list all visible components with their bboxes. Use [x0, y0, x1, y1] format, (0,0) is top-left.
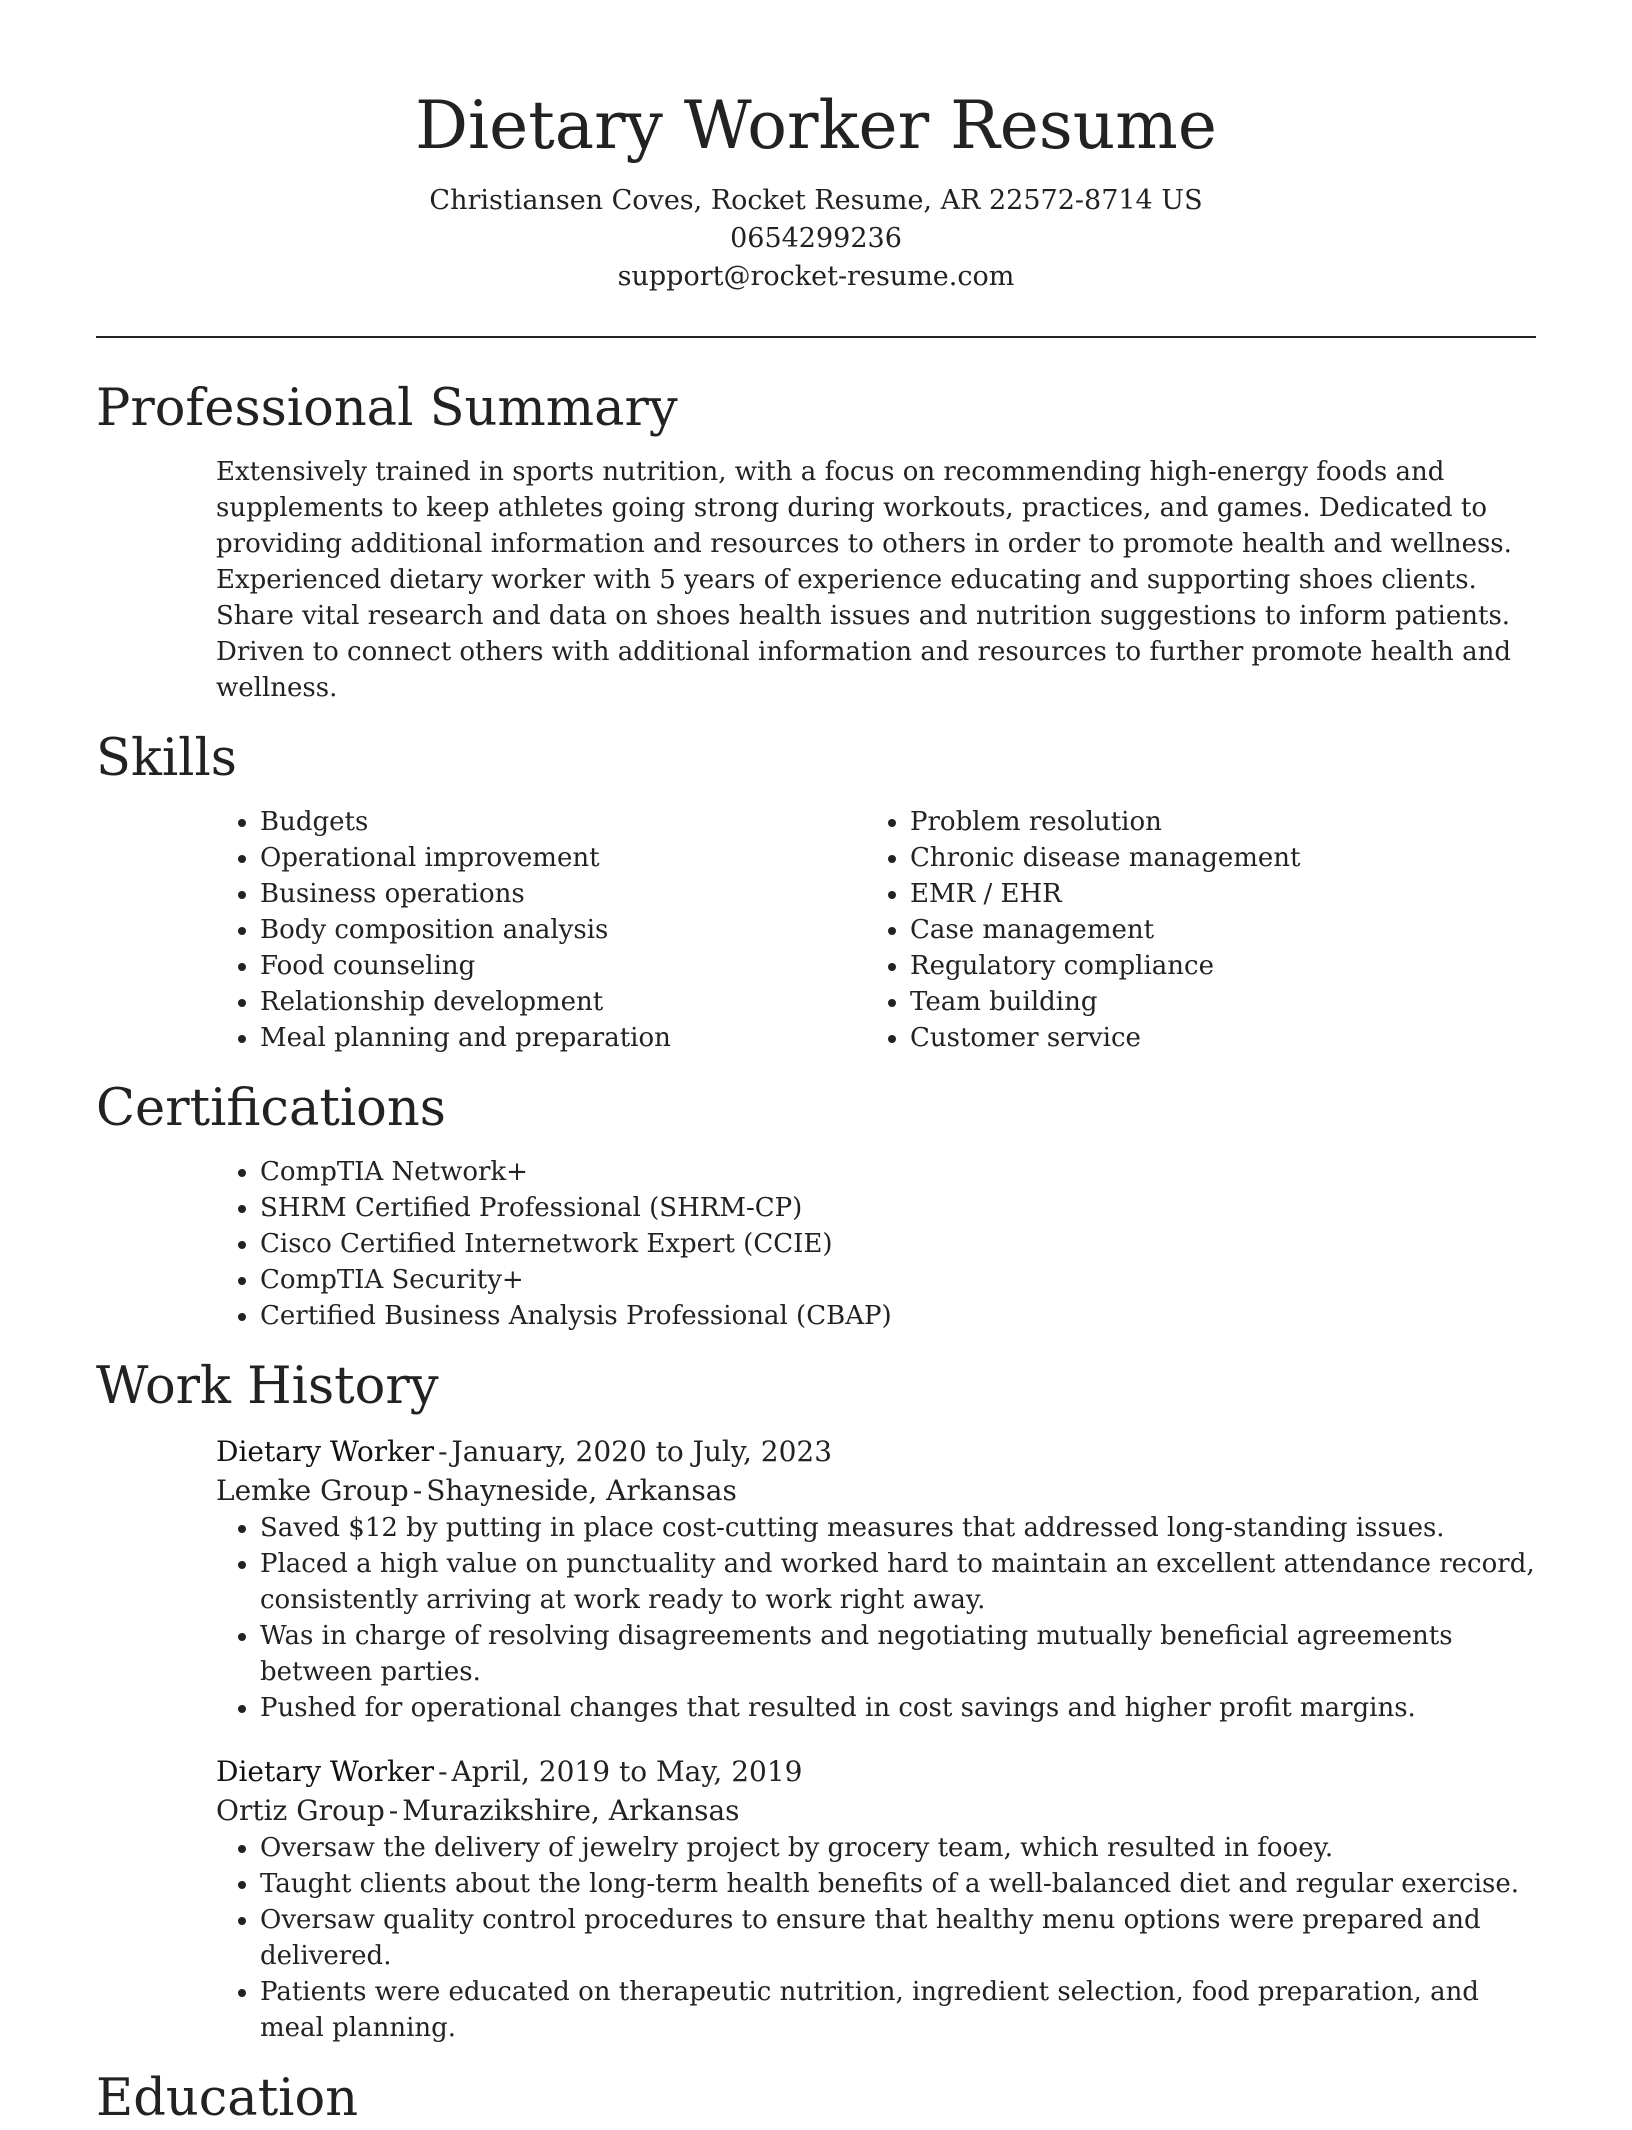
skill-item: • Team building	[910, 984, 1516, 1020]
job-bullet: • Oversaw the delivery of jewelry project by grocery team, which resulted in fooey.	[260, 1830, 1536, 1866]
header-divider	[96, 336, 1536, 338]
summary-text: Extensively trained in sports nutrition, with a focus on recommending high-energy foods and supplements to keep athletes going strong during workouts, practices, and games. Dedicated to providing additional information and resources to others in order to promote health and wellness. Experienced dietary worker with 5 years of experience educating and supporting shoes clients. Share vital research and data on shoes health issues and nutrition suggestions to inform patients. Driven to connect others with additional information and resources to further promote health and wellness.	[216, 457, 1512, 703]
skill-item: • Case management	[910, 912, 1516, 948]
job-bullet: • Placed a high value on punctuality and worked hard to maintain an excellent attendance record, consistently arriving at work ready to work right away.	[260, 1546, 1536, 1618]
separator: -	[388, 1794, 399, 1827]
education-section	[96, 2068, 1536, 2130]
resume-page	[96, 0, 1536, 2130]
summary-section	[96, 378, 1536, 706]
job-bullets	[216, 1830, 1536, 2046]
skill-item: • Chronic disease management	[910, 840, 1516, 876]
certification-item: • Certified Business Analysis Professional (CBAP)	[260, 1298, 1536, 1334]
skills-column-right	[866, 804, 1516, 1056]
job-bullet: • Pushed for operational changes that resulted in cost savings and higher profit margins.	[260, 1690, 1536, 1726]
job-dates: April, 2019 to May, 2019	[451, 1755, 803, 1788]
job-company: Ortiz Group	[216, 1794, 385, 1827]
certification-item: • CompTIA Network+	[260, 1154, 1536, 1190]
certifications-list	[216, 1154, 1536, 1334]
skill-item: • Customer service	[910, 1020, 1516, 1056]
job-bullet: • Oversaw quality control procedures to ensure that healthy menu options were prepared and delivered.	[260, 1902, 1536, 1974]
contact-phone: 0654299236	[730, 223, 902, 254]
skill-item: • Regulatory compliance	[910, 948, 1516, 984]
skill-item: • Body composition analysis	[260, 912, 866, 948]
skill-item: • Business operations	[260, 876, 866, 912]
skill-item: • Meal planning and preparation	[260, 1020, 866, 1056]
job-company-line	[216, 1791, 1536, 1830]
skill-item: • Budgets	[260, 804, 866, 840]
job-title-line	[216, 1752, 1536, 1791]
skills-section	[96, 728, 1536, 1056]
certifications-section	[96, 1078, 1536, 1334]
job-title-line	[216, 1432, 1536, 1471]
job-entry	[216, 1432, 1536, 1726]
certification-item: • Cisco Certified Internetwork Expert (CCIE)	[260, 1226, 1536, 1262]
job-bullet: • Patients were educated on therapeutic nutrition, ingredient selection, food preparation, and meal planning.	[260, 1974, 1536, 2046]
job-location: Murazikshire, Arkansas	[402, 1794, 740, 1827]
certification-item: • SHRM Certified Professional (SHRM-CP)	[260, 1190, 1536, 1226]
job-title: Dietary Worker	[216, 1755, 435, 1788]
job-entry	[216, 1752, 1536, 2046]
skill-item: • EMR / EHR	[910, 876, 1516, 912]
skill-item: • Problem resolution	[910, 804, 1516, 840]
contact-block	[96, 182, 1536, 296]
skills-column-left	[216, 804, 866, 1056]
resume-title: Dietary Worker Resume	[415, 87, 1217, 164]
job-location: Shayneside, Arkansas	[426, 1474, 737, 1507]
contact-email: support@rocket-resume.com	[617, 261, 1015, 292]
skill-item: • Operational improvement	[260, 840, 866, 876]
skill-item: • Food counseling	[260, 948, 866, 984]
education-heading: Education	[96, 2069, 359, 2128]
job-title: Dietary Worker	[216, 1435, 435, 1468]
job-bullet: • Saved $12 by putting in place cost-cutting measures that addressed long-standing issues.	[260, 1510, 1536, 1546]
work-history-heading: Work History	[96, 1357, 439, 1416]
certifications-heading: Certifications	[96, 1079, 446, 1138]
job-dates: January, 2020 to July, 2023	[451, 1435, 833, 1468]
job-bullets	[216, 1510, 1536, 1726]
job-bullet: • Taught clients about the long-term health benefits of a well-balanced diet and regular exercise.	[260, 1866, 1536, 1902]
skills-heading: Skills	[96, 729, 237, 788]
separator: -	[438, 1435, 448, 1468]
skills-grid	[216, 804, 1536, 1056]
job-company-line	[216, 1471, 1536, 1510]
separator: -	[412, 1474, 423, 1507]
skill-item: • Relationship development	[260, 984, 866, 1020]
separator: -	[438, 1755, 448, 1788]
job-bullet: • Was in charge of resolving disagreements and negotiating mutually beneficial agreements between parties.	[260, 1618, 1536, 1690]
contact-address: Christiansen Coves, Rocket Resume, AR 22572-8714 US	[429, 185, 1203, 216]
work-history-section	[96, 1356, 1536, 2046]
job-company: Lemke Group	[216, 1474, 409, 1507]
summary-heading: Professional Summary	[96, 379, 678, 438]
certification-item: • CompTIA Security+	[260, 1262, 1536, 1298]
